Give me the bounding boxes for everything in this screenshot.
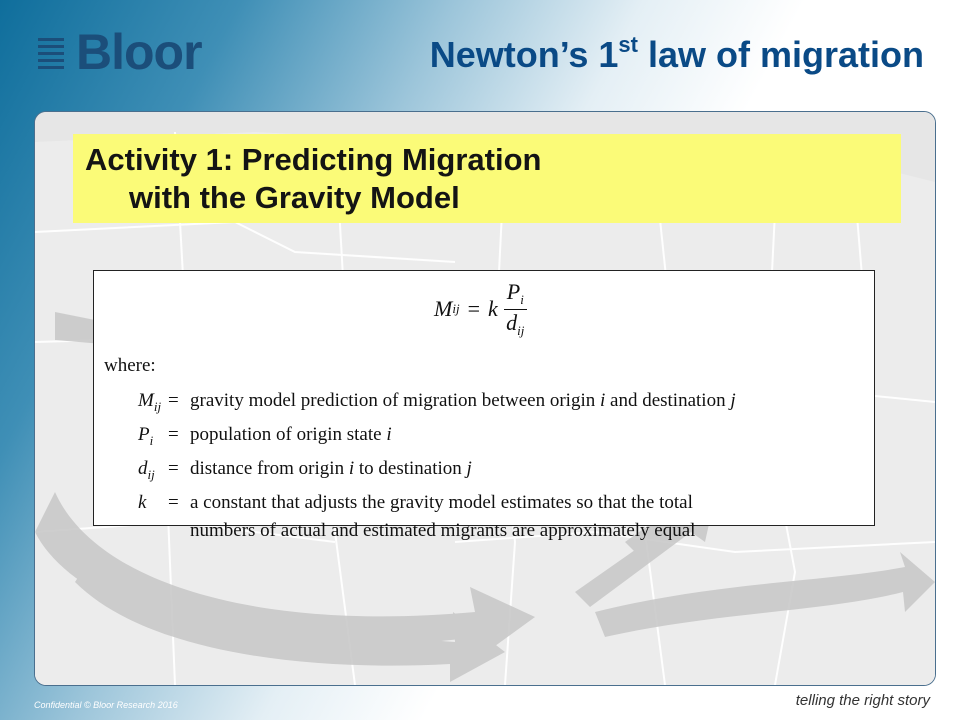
- content-panel: [34, 111, 936, 686]
- definition-k: k = a constant that adjusts the gravity model estimates so that the total numbers of actual and estimated migrants are approximately equal: [138, 492, 696, 541]
- equation-fraction: $\frac{P_i}{d_{ij}}$: [504, 280, 527, 338]
- logo-text: Bloor: [76, 24, 202, 80]
- slide-title: Newton’s 1st law of migration: [429, 32, 924, 75]
- gravity-formula-box: [93, 270, 875, 541]
- definition-dij: $d_{ij}$ = distance from origin i to destination j: [138, 458, 472, 482]
- banner-line-2: with the Gravity Model: [129, 180, 460, 215]
- activity-banner: [73, 134, 901, 223]
- where-label: where:: [104, 355, 156, 376]
- confidential-notice: Confidential © Bloor Research 2016: [34, 700, 178, 710]
- definition-list: [138, 387, 736, 545]
- logo-stripes-icon: [38, 36, 68, 68]
- definition-pi: $P_i$ = population of origin state i: [138, 424, 392, 448]
- gravity-equation: M ij = k $\frac{P_i}{d_{ij}}$: [434, 281, 527, 337]
- bloor-logo: [38, 24, 202, 80]
- definition-mij: $M_{ij}$ = gravity model prediction of migration between origin i and destination j: [138, 390, 736, 414]
- banner-line-1: Activity 1: Predicting Migration: [85, 142, 542, 177]
- tagline: telling the right story: [795, 692, 930, 709]
